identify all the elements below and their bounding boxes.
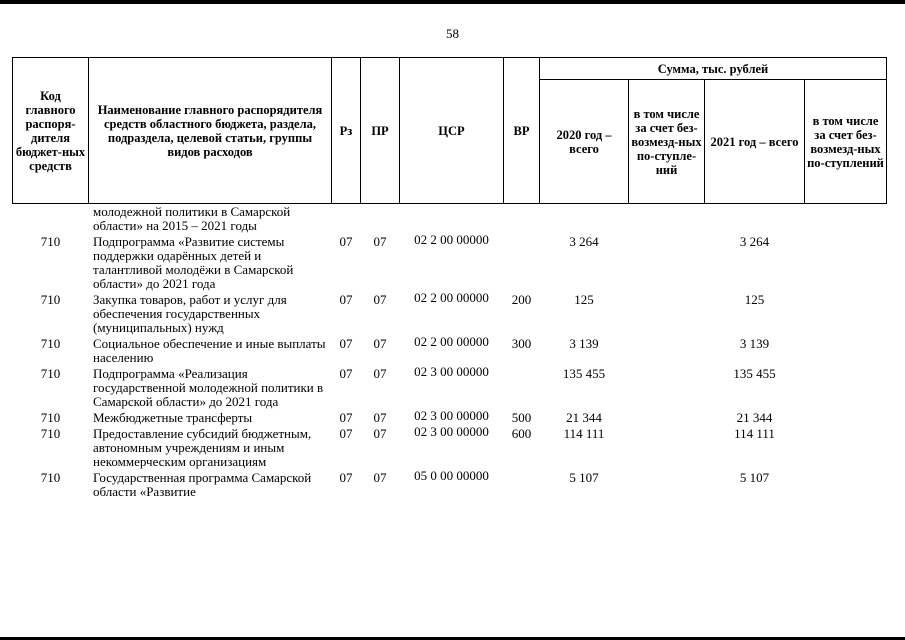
- row-rz: 07: [339, 366, 353, 381]
- row-pr: 07: [373, 426, 387, 441]
- row-sum-2021-free: [805, 233, 887, 291]
- row-sum-2021-free: [805, 409, 887, 425]
- row-vr: [504, 469, 540, 499]
- row-pr: 07: [373, 470, 387, 485]
- table-row: [13, 335, 887, 365]
- row-csr: 02 2 00 00000: [414, 232, 489, 247]
- row-code: [13, 204, 89, 234]
- row-vr: 500: [511, 410, 532, 425]
- row-pr: [361, 204, 400, 234]
- table-row: [13, 409, 887, 425]
- row-rz: 07: [339, 336, 353, 351]
- row-sum-2020-free: [629, 469, 705, 499]
- row-vr: 200: [511, 292, 532, 307]
- row-sum-2020: 3 264: [569, 234, 599, 249]
- row-sum-2020-free: [629, 365, 705, 409]
- row-code: 710: [40, 410, 61, 425]
- row-vr: [504, 204, 540, 234]
- table-header: [13, 58, 887, 204]
- row-rz: 07: [339, 234, 353, 249]
- row-sum-2020: [540, 204, 629, 234]
- header-code: Код главного распоря-дителя бюджет-ных средств: [13, 58, 89, 204]
- header-rz: Рз: [332, 58, 361, 204]
- row-pr: 07: [373, 336, 387, 351]
- row-sum-2021: 114 111: [734, 426, 775, 441]
- row-sum-2020-free: [629, 409, 705, 425]
- row-csr: 02 3 00 00000: [414, 424, 489, 439]
- header-csr: ЦСР: [400, 58, 504, 204]
- header-2020-free: в том числе за счет без-возмезд-ных по-ступле-ний: [629, 80, 705, 204]
- row-sum-2020: 114 111: [563, 426, 605, 441]
- header-name: Наименование главного распорядителя средств областного бюджета, раздела, подраздела, целевой статьи, группы видов расходов: [89, 58, 332, 204]
- row-sum-2020: 135 455: [562, 366, 606, 381]
- row-rz: [332, 204, 361, 234]
- row-csr: 02 3 00 00000: [414, 408, 489, 423]
- row-sum-2021-free: [805, 469, 887, 499]
- row-code: 710: [40, 426, 61, 441]
- row-rz: 07: [339, 470, 353, 485]
- table-row: [13, 233, 887, 291]
- header-sum-group: Сумма, тыс. рублей: [540, 58, 887, 80]
- row-rz: 07: [339, 292, 353, 307]
- row-csr: 02 2 00 00000: [414, 334, 489, 349]
- row-sum-2020: 21 344: [566, 410, 602, 425]
- row-sum-2021-free: [805, 335, 887, 365]
- row-sum-2020: 125: [574, 292, 594, 307]
- row-csr: [400, 204, 504, 234]
- row-code: 710: [40, 366, 61, 381]
- table-row: [13, 291, 887, 335]
- row-code: 710: [40, 292, 61, 307]
- table-body: [13, 204, 887, 500]
- table-row: [13, 425, 887, 469]
- row-sum-2021: 125: [744, 292, 765, 307]
- row-vr: 600: [511, 426, 532, 441]
- row-pr: 07: [373, 292, 387, 307]
- row-sum-2021: 3 264: [739, 234, 770, 249]
- table-row: [13, 365, 887, 409]
- row-name: Социальное обеспечение и иные выплаты населению: [93, 336, 326, 365]
- budget-table: [12, 57, 887, 499]
- row-csr: 02 2 00 00000: [414, 290, 489, 305]
- row-name: Закупка товаров, работ и услуг для обеспечения государственных (муниципальных) нужд: [93, 292, 287, 335]
- header-2021-total: 2021 год – всего: [705, 80, 805, 204]
- row-sum-2021: 21 344: [736, 410, 773, 425]
- row-csr: 02 3 00 00000: [414, 364, 489, 379]
- table-row: [13, 204, 887, 234]
- row-sum-2021-free: [805, 204, 887, 234]
- row-code: 710: [40, 470, 61, 485]
- row-sum-2021: 135 455: [733, 366, 776, 381]
- row-sum-2020: 5 107: [569, 470, 599, 485]
- row-sum-2021: [705, 204, 805, 234]
- row-sum-2021-free: [805, 365, 887, 409]
- row-name: молодежной политики в Самарской области» на 2015 – 2021 годы: [93, 204, 291, 233]
- row-pr: 07: [373, 234, 387, 249]
- row-sum-2020-free: [629, 425, 705, 469]
- row-name: Предоставление субсидий бюджетным, автономным учреждениям и иным некоммерческим организациям: [93, 426, 312, 469]
- row-sum-2020-free: [629, 233, 705, 291]
- row-vr: 300: [511, 336, 532, 351]
- header-pr: ПР: [361, 58, 400, 204]
- row-code: 710: [40, 336, 61, 351]
- row-csr: 05 0 00 00000: [414, 468, 489, 483]
- row-pr: 07: [373, 366, 387, 381]
- row-sum-2021-free: [805, 425, 887, 469]
- row-sum-2021: 3 139: [739, 336, 770, 351]
- row-sum-2021-free: [805, 291, 887, 335]
- row-name: Подпрограмма «Реализация государственной молодежной политики в Самарской области» до 2021 года: [93, 366, 324, 409]
- row-code: 710: [40, 234, 61, 249]
- top-border: [0, 0, 905, 4]
- row-sum-2020-free: [629, 204, 705, 234]
- row-vr: [504, 233, 540, 291]
- row-rz: 07: [339, 426, 353, 441]
- row-sum-2020-free: [629, 335, 705, 365]
- header-2021-free: в том числе за счет без-возмезд-ных по-ступлений: [805, 80, 887, 204]
- row-rz: 07: [339, 410, 353, 425]
- page-number: 58: [446, 26, 459, 41]
- row-name: Подпрограмма «Развитие системы поддержки одарённых детей и талантливой молодёжи в Самарской области» до 2021 года: [93, 234, 294, 291]
- header-2020-total: 2020 год – всего: [540, 80, 629, 204]
- row-pr: 07: [373, 410, 387, 425]
- row-name: Государственная программа Самарской области «Развитие: [93, 470, 312, 499]
- table-row: [13, 469, 887, 499]
- row-sum-2020-free: [629, 291, 705, 335]
- row-sum-2020: 3 139: [569, 336, 599, 351]
- row-vr: [504, 365, 540, 409]
- row-sum-2021: 5 107: [739, 470, 770, 485]
- header-vr: ВР: [504, 58, 540, 204]
- row-name: Межбюджетные трансферты: [93, 410, 253, 425]
